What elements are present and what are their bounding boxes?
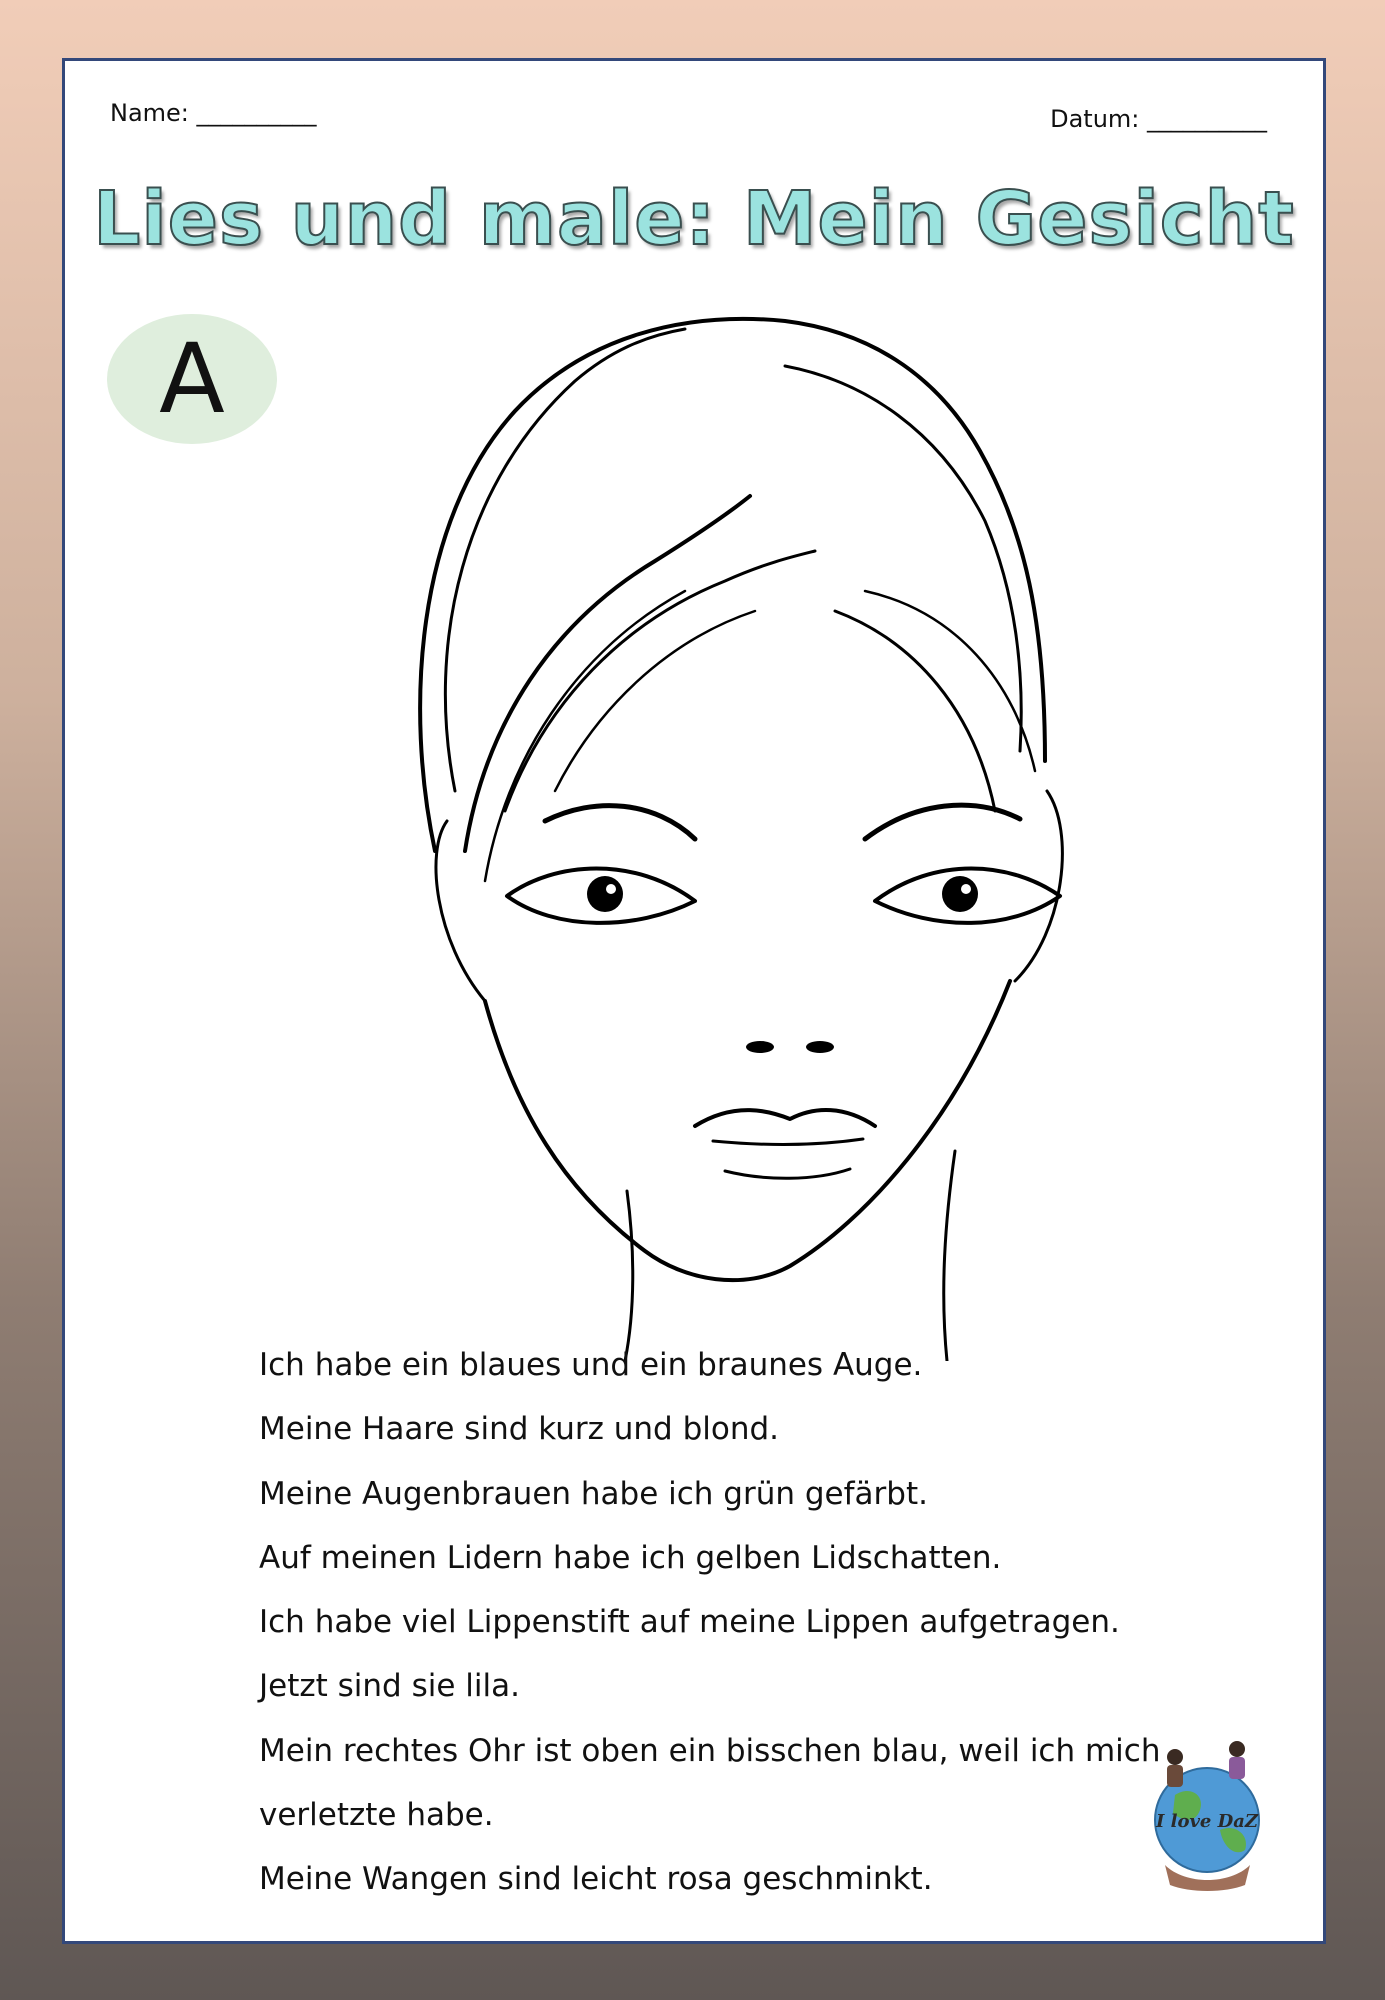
logo-text: I love DaZ bbox=[1155, 1811, 1259, 1832]
sentence-line: verletzte habe. bbox=[259, 1797, 494, 1834]
sentence-line: Ich habe viel Lippenstift auf meine Lippen aufgetragen. bbox=[259, 1604, 1120, 1641]
sentence-list bbox=[259, 1333, 1160, 1912]
date-field: Datum: __________ bbox=[1050, 105, 1267, 133]
sentence-line: Jetzt sind sie lila. bbox=[259, 1668, 520, 1705]
sentence-line: Meine Haare sind kurz und blond. bbox=[259, 1411, 780, 1448]
sentence-line: Meine Wangen sind leicht rosa geschminkt. bbox=[259, 1861, 933, 1898]
sentence-line: Ich habe ein blaues und ein braunes Auge. bbox=[259, 1347, 923, 1383]
sentence-line: Meine Augenbrauen habe ich grün gefärbt. bbox=[259, 1475, 928, 1512]
worksheet-page bbox=[62, 58, 1326, 1944]
sentence-line: Auf meinen Lidern habe ich gelben Lidschatten. bbox=[259, 1539, 1002, 1576]
face-outline-drawing bbox=[395, 291, 1115, 1361]
globe-children-logo-icon bbox=[1145, 1735, 1270, 1895]
name-field: Name: __________ bbox=[110, 99, 317, 127]
version-badge: A bbox=[107, 314, 277, 444]
page-title: Lies und male: Mein Gesicht bbox=[93, 176, 1295, 262]
sentence-line: Mein rechtes Ohr ist oben ein bisschen blau, weil ich mich bbox=[259, 1732, 1161, 1769]
